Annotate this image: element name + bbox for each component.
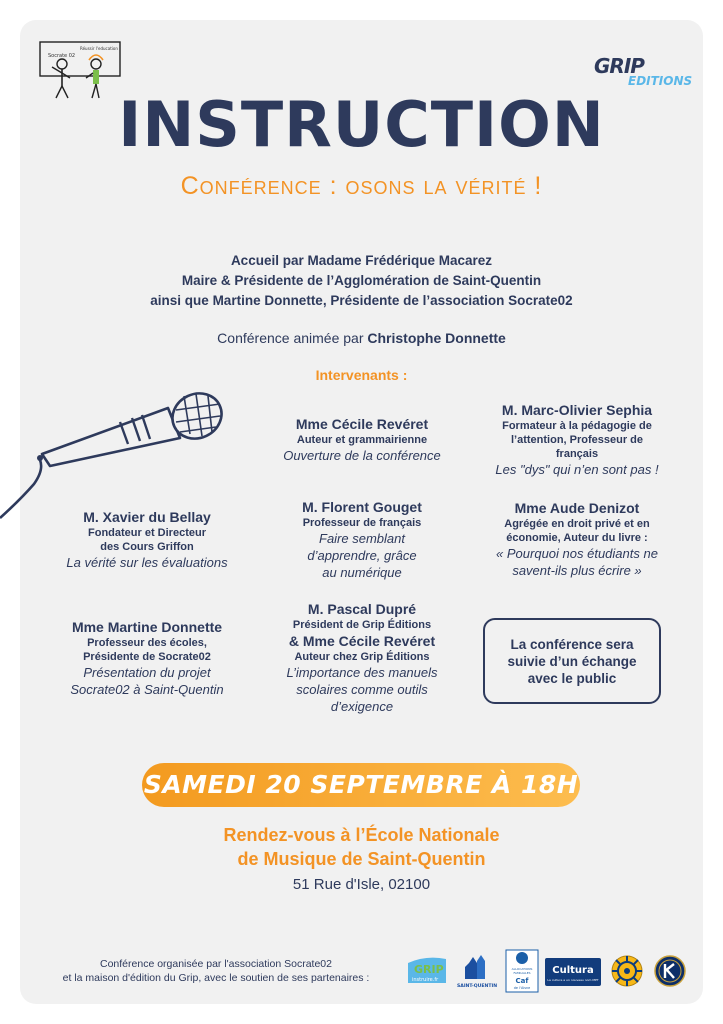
exchange-box <box>483 618 661 704</box>
speaker-topic: Socrate02 à Saint-Quentin <box>70 682 224 697</box>
saint-quentin-label: SAINT-QUENTIN <box>456 984 498 989</box>
exchange-text: suivie d’un échange <box>507 653 637 669</box>
rotary-logo <box>610 954 644 988</box>
grip-partner-sub: instruire.fr <box>412 977 439 983</box>
microphone-icon <box>0 388 230 528</box>
speaker-topic: savent-ils plus écrire » <box>512 563 642 578</box>
welcome-line: ainsi que Martine Donnette, Présidente de l’association Socrate02 <box>150 293 573 308</box>
speaker-topic: Faire semblant <box>319 531 405 546</box>
caf-text: Caf <box>515 977 529 985</box>
speaker-aude-denizot <box>467 499 687 579</box>
address: 51 Rue d'Isle, 02100 <box>292 876 431 893</box>
animation-prefix: Conférence animée par <box>217 330 368 346</box>
speaker-name: & Mme Cécile Revéret <box>288 633 436 649</box>
speaker-name: Mme Cécile Revéret <box>295 416 429 432</box>
cultura-logo <box>545 958 601 986</box>
speaker-topic: Présentation du projet <box>83 665 211 680</box>
speaker-role: Présidente de Socrate02 <box>83 651 211 663</box>
venue-line: de Musique de Saint-Quentin <box>237 849 486 869</box>
logo-text-b: Réussir l'education <box>80 46 118 51</box>
speaker-role: économie, Auteur du livre : <box>506 532 648 544</box>
page-title: INSTRUCTION <box>118 88 605 161</box>
grip-editions-logo <box>590 54 693 91</box>
caf-text: de l'Aisne <box>513 986 531 990</box>
speaker-role: Président de Grip Éditions <box>292 619 432 631</box>
speaker-role: Formateur à la pédagogie de <box>502 420 652 432</box>
speaker-name: Mme Aude Denizot <box>514 500 640 516</box>
speaker-name: M. Marc-Olivier Sephia <box>501 402 653 418</box>
speaker-cecile-reveret <box>252 415 472 464</box>
caf-text: ALLOCATIONS <box>511 967 533 971</box>
speaker-role: Professeur des écoles, <box>87 637 207 649</box>
speaker-topic: d’apprendre, grâce <box>307 548 417 563</box>
speakers-heading: Intervenants : <box>315 367 408 383</box>
grip-partner-word: GRIP <box>414 963 444 976</box>
speaker-pascal-dupre <box>252 600 472 715</box>
exchange-text: avec le public <box>527 670 617 686</box>
exchange-text: La conférence sera <box>510 636 634 652</box>
speaker-role: Auteur et grammairienne <box>296 434 428 446</box>
welcome-line: Accueil par Madame Frédérique Macarez <box>230 253 493 268</box>
animation-host: Christophe Donnette <box>367 330 506 346</box>
kiwanis-logo <box>653 954 687 988</box>
speaker-role: l’attention, Professeur de <box>510 434 644 446</box>
venue <box>0 823 723 871</box>
grip-logo-word: GRIP <box>594 54 644 78</box>
cultura-word: Cultura <box>552 965 594 976</box>
speaker-role: des Cours Griffon <box>100 541 194 553</box>
grip-logo-sub: EDITIONS <box>628 74 693 88</box>
animation-line <box>0 330 723 346</box>
speaker-topic: scolaires comme outils <box>296 682 428 697</box>
speaker-topic: « Pourquoi nos étudiants ne <box>496 546 658 561</box>
speaker-topic: Ouverture de la conférence <box>283 448 441 463</box>
footer-line: Conférence organisée par l'association Socrate02 <box>100 958 332 970</box>
cultura-sub: La culture a un nouveau nom MPT <box>547 978 599 982</box>
welcome-line: Maire & Présidente de l’Agglomération de Saint-Quentin <box>181 273 542 288</box>
speaker-florent-gouget <box>252 498 472 581</box>
speaker-name: M. Xavier du Bellay <box>83 509 211 525</box>
speaker-topic: d’exigence <box>330 699 394 714</box>
speaker-role: Agrégée en droit privé et en <box>504 518 650 530</box>
caf-text: FAMILIALES <box>513 971 531 975</box>
speaker-marc-olivier-sephia <box>467 401 687 478</box>
speaker-name: M. Pascal Dupré <box>307 601 417 617</box>
saint-quentin-logo <box>455 953 499 991</box>
footer-line: et la maison d'édition du Grip, avec le soutien de ses partenaires : <box>62 972 370 984</box>
logo-text-a: Socrate 02 <box>48 53 76 59</box>
speaker-topic: Les "dys" qui n’en sont pas ! <box>495 462 659 477</box>
footer-text <box>36 957 396 985</box>
welcome-text <box>40 251 683 311</box>
speaker-role: Professeur de français <box>302 517 422 529</box>
speaker-topic: La vérité sur les évaluations <box>66 555 228 570</box>
speaker-topic: L’importance des manuels <box>286 665 438 680</box>
page-subtitle: Conférence : osons la vérité ! <box>180 172 543 200</box>
speaker-xavier-du-bellay <box>37 508 257 571</box>
speaker-role: Auteur chez Grip Éditions <box>294 651 430 663</box>
speaker-topic: au numérique <box>322 565 402 580</box>
grip-partner-logo <box>406 953 448 987</box>
speaker-role: Fondateur et Directeur <box>88 527 206 539</box>
speaker-name: Mme Martine Donnette <box>71 619 223 635</box>
speaker-role: français <box>555 448 599 460</box>
caf-logo <box>505 949 539 993</box>
speaker-name: M. Florent Gouget <box>302 499 422 515</box>
speaker-martine-donnette <box>37 618 257 698</box>
date-banner: SAMEDI 20 SEPTEMBRE À 18H <box>142 763 580 807</box>
venue-line: Rendez-vous à l’École Nationale <box>223 825 500 845</box>
